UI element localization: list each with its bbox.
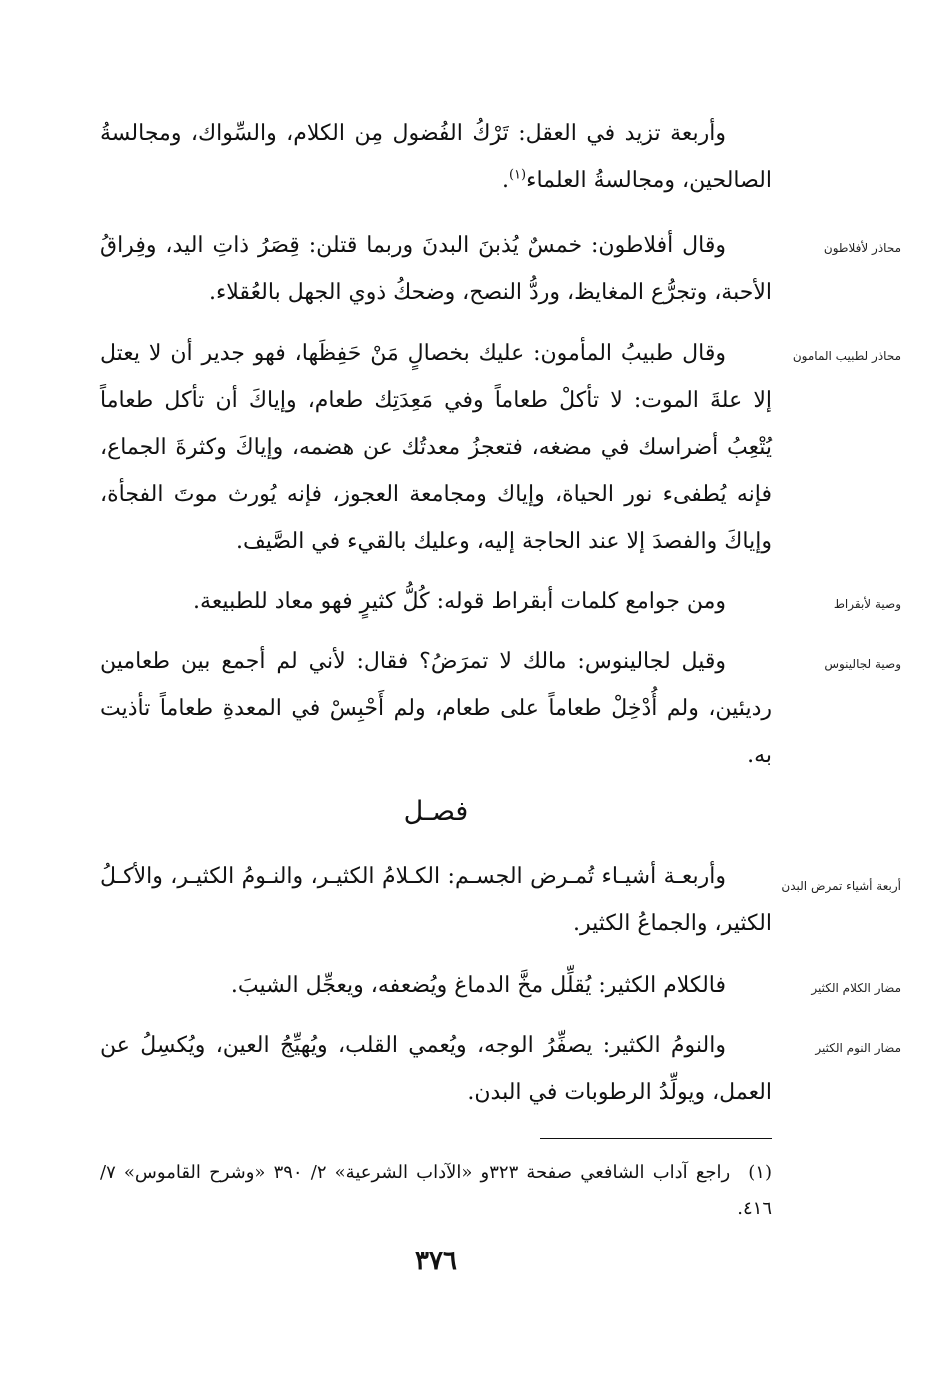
paragraph-3 — [100, 330, 772, 565]
paragraph-2 — [100, 222, 772, 316]
footnote-reference[interactable]: (١) — [508, 167, 527, 183]
paragraph-1 — [100, 110, 772, 204]
footnote-divider — [540, 1138, 772, 1139]
paragraph-7 — [100, 962, 772, 1009]
paragraph-text: وقال أفلاطون: خمسٌ يُذبنَ البدنَ وربما قتلن: قِصَرُ ذاتِ اليد، وفِراقُ الأحبة، وتجرُّع المغايظ، وردُّ النصح، وضحكُ ذوي الجهل بالعُقلاء. — [100, 233, 772, 305]
paragraph-text: وقال طبيبُ المأمون: عليك بخصالٍ مَنْ حَفِظَها، فهو جدير أن لا يعتل إلا علةَ الموت: لا تأكلْ طعاماً وفي مَعِدَتِك طعام، وإياكَ أن تأكل طعاماً يُتْعِبُ أضراسك في مضغه، فتعجزُ معدتُك عن هضمه، وإياكَ وكثرةَ الجماع، فإنه يُطفىء نور الحياة، وإياك ومجامعة العجوز، فإنه يُورث موتَ الفجأة، وإياكَ والفصدَ إلا عند الحاجة إليه، وعليك بالقيء في الصَّيف. — [100, 341, 772, 554]
paragraph-text: وأربعـة أشيـاء تُمـرض الجسـم: الكـلامُ الكثيـر، والنـومُ الكثيـر، والأكـلُ الكثير، والجماعُ الكثير. — [100, 864, 772, 936]
footnote-number: (١) — [748, 1162, 772, 1183]
section-heading: فصـل — [403, 796, 469, 827]
paragraph-text: ومن جوامع كلمات أبقراط قوله: كُلُّ كثيرٍ فهو معاد للطبيعة. — [193, 589, 726, 614]
paragraph-5 — [100, 638, 772, 779]
page-number: ٣٧٦ — [415, 1246, 457, 1276]
margin-note-excess-speech: مضار الكلام الكثير — [811, 981, 901, 995]
footnote-text: راجع آداب الشافعي صفحة ٣٢٣و «الآداب الشرعية» ٢/ ٣٩٠ «وشرح القاموس» ٧/ ٤١٦. — [100, 1162, 772, 1219]
margin-note-hippocrates: وصية لأبقراط — [833, 597, 901, 611]
margin-note-four-illnesses: أربعة أشياء تمرض البدن — [781, 879, 901, 893]
paragraph-8 — [100, 1022, 772, 1116]
paragraph-text: وأربعة تزيد في العقل: تَرْكُ الفُضول مِن الكلام، والسِّواك، ومجالسةُ الصالحين، ومجالسةُ العلماء — [100, 121, 772, 193]
paragraph-4 — [100, 578, 772, 625]
margin-note-galen: وصية لجالينوس — [824, 657, 901, 671]
paragraph-tail: . — [501, 168, 509, 193]
margin-note-mamun-physician: محاذر لطبيب المامون — [792, 349, 901, 363]
paragraph-text: والنومُ الكثير: يصفِّرُ الوجه، ويُعمي القلب، ويُهيِّجُ العين، ويُكسِلُ عن العمل، ويولِّدُ الرطوبات في البدن. — [100, 1033, 772, 1105]
paragraph-6 — [100, 853, 772, 947]
paragraph-text: فالكلام الكثير: يُقلِّل مخَّ الدماغ ويُضعفه، ويعجِّل الشيبَ. — [230, 973, 726, 998]
paragraph-text: وقيل لجالينوس: مالك لا تمرَضُ؟ فقال: لأني لم أجمع بين طعامين رديئين، ولم أُدْخِلْ طعاماً على طعام، ولم أَحْبِسْ في المعدةِ طعاماً تأذيت به. — [100, 649, 772, 768]
margin-note-plato: محاذر لأفلاطون — [823, 241, 901, 255]
margin-note-excess-sleep: مضار النوم الكثير — [815, 1041, 901, 1055]
footnote — [100, 1155, 772, 1227]
